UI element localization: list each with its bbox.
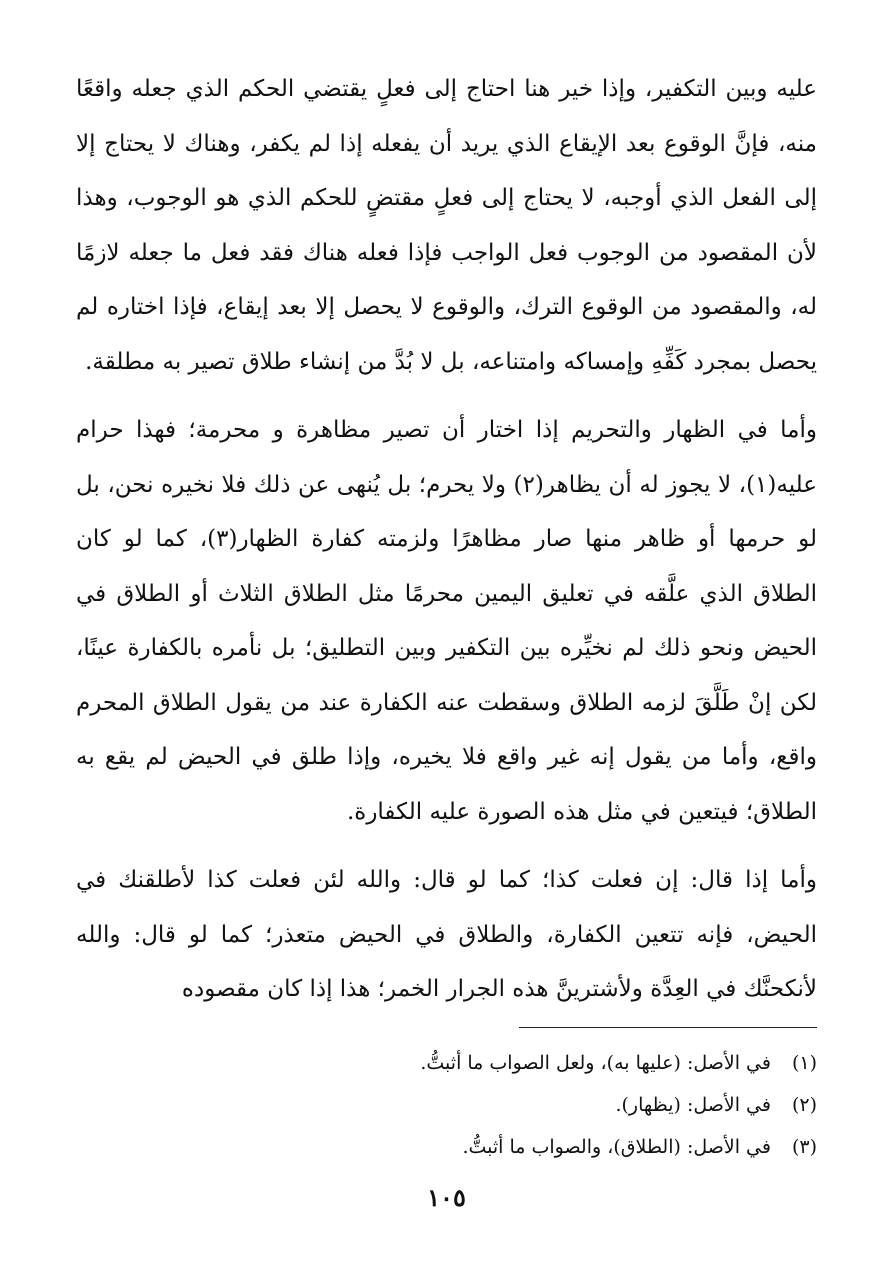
footnote-number: (١) [791,1052,817,1074]
footnote-text: في الأصل: (يظهار). [615,1094,771,1116]
footnote-text: في الأصل: (الطلاق)، والصواب ما أثبتُّ. [462,1136,771,1158]
page-number: ١٠٥ [427,1183,466,1212]
footnote-2 [76,1084,817,1126]
footnote-number: (٣) [791,1136,817,1158]
footnote-text: في الأصل: (عليها به)، ولعل الصواب ما أثبتُّ. [420,1052,771,1074]
footnote-number: (٢) [791,1094,817,1116]
footnote-separator [519,1027,817,1028]
paragraph-1: عليه وبين التكفير، وإذا خير هنا احتاج إلى فعلٍ يقتضي الحكم الذي جعله واقعًا منه، فإنَّ الوقوع بعد الإيقاع الذي يريد أن يفعله إذا لم يكفر، وهناك لا يحتاج إلا إلى الفعل الذي أوجبه، لا يحتاج إلى فعلٍ مقتضٍ للحكم الذي هو الوجوب، وهذا لأن المقصود من الوجوب فعل الواجب فإذا فعله هناك فقد فعل ما جعله لازمًا له، والمقصود من الوقوع الترك، والوقوع لا يحصل إلا بعد إيقاع، فإذا اختاره لم يحصل بمجرد كَفِّهِ وإمساكه وامتناعه، بل لا بُدَّ من إنشاء طلاق تصير به مطلقة. [76,76,817,375]
footnote-1 [76,1042,817,1084]
main-text [76,62,817,1017]
footnotes [76,1042,817,1168]
paragraph-3: وأما إذا قال: إن فعلت كذا؛ كما لو قال: والله لئن فعلت كذا لأطلقنك في الحيض، فإنه تتعين الكفارة، والطلاق في الحيض متعذر؛ كما لو قال: والله لأنكحنَّك في العِدَّة ولأشترينَّ هذه الجرار الخمر؛ هذا إذا كان مقصوده [76,867,817,1002]
footnote-3 [76,1126,817,1168]
paragraph-2: وأما في الظهار والتحريم إذا اختار أن تصير مظاهرة و محرمة؛ فهذا حرام عليه(١)، لا يجوز له أن يظاهر(٢) ولا يحرم؛ بل يُنهى عن ذلك فلا نخيره نحن، بل لو حرمها أو ظاهر منها صار مظاهرًا ولزمته كفارة الظهار(٣)، كما لو كان الطلاق الذي علَّقه في تعليق اليمين محرمًا مثل الطلاق الثلاث أو الطلاق في الحيض ونحو ذلك لم نخيِّره بين التكفير وبين التطليق؛ بل نأمره بالكفارة عينًا، لكن إنْ طَلَّقَ لزمه الطلاق وسقطت عنه الكفارة عند من يقول الطلاق المحرم واقع، وأما من يقول إنه غير واقع فلا يخيره، وإذا طلق في الحيض لم يقع به الطلاق؛ فيتعين في مثل هذه الصورة عليه الكفارة. [76,417,817,825]
